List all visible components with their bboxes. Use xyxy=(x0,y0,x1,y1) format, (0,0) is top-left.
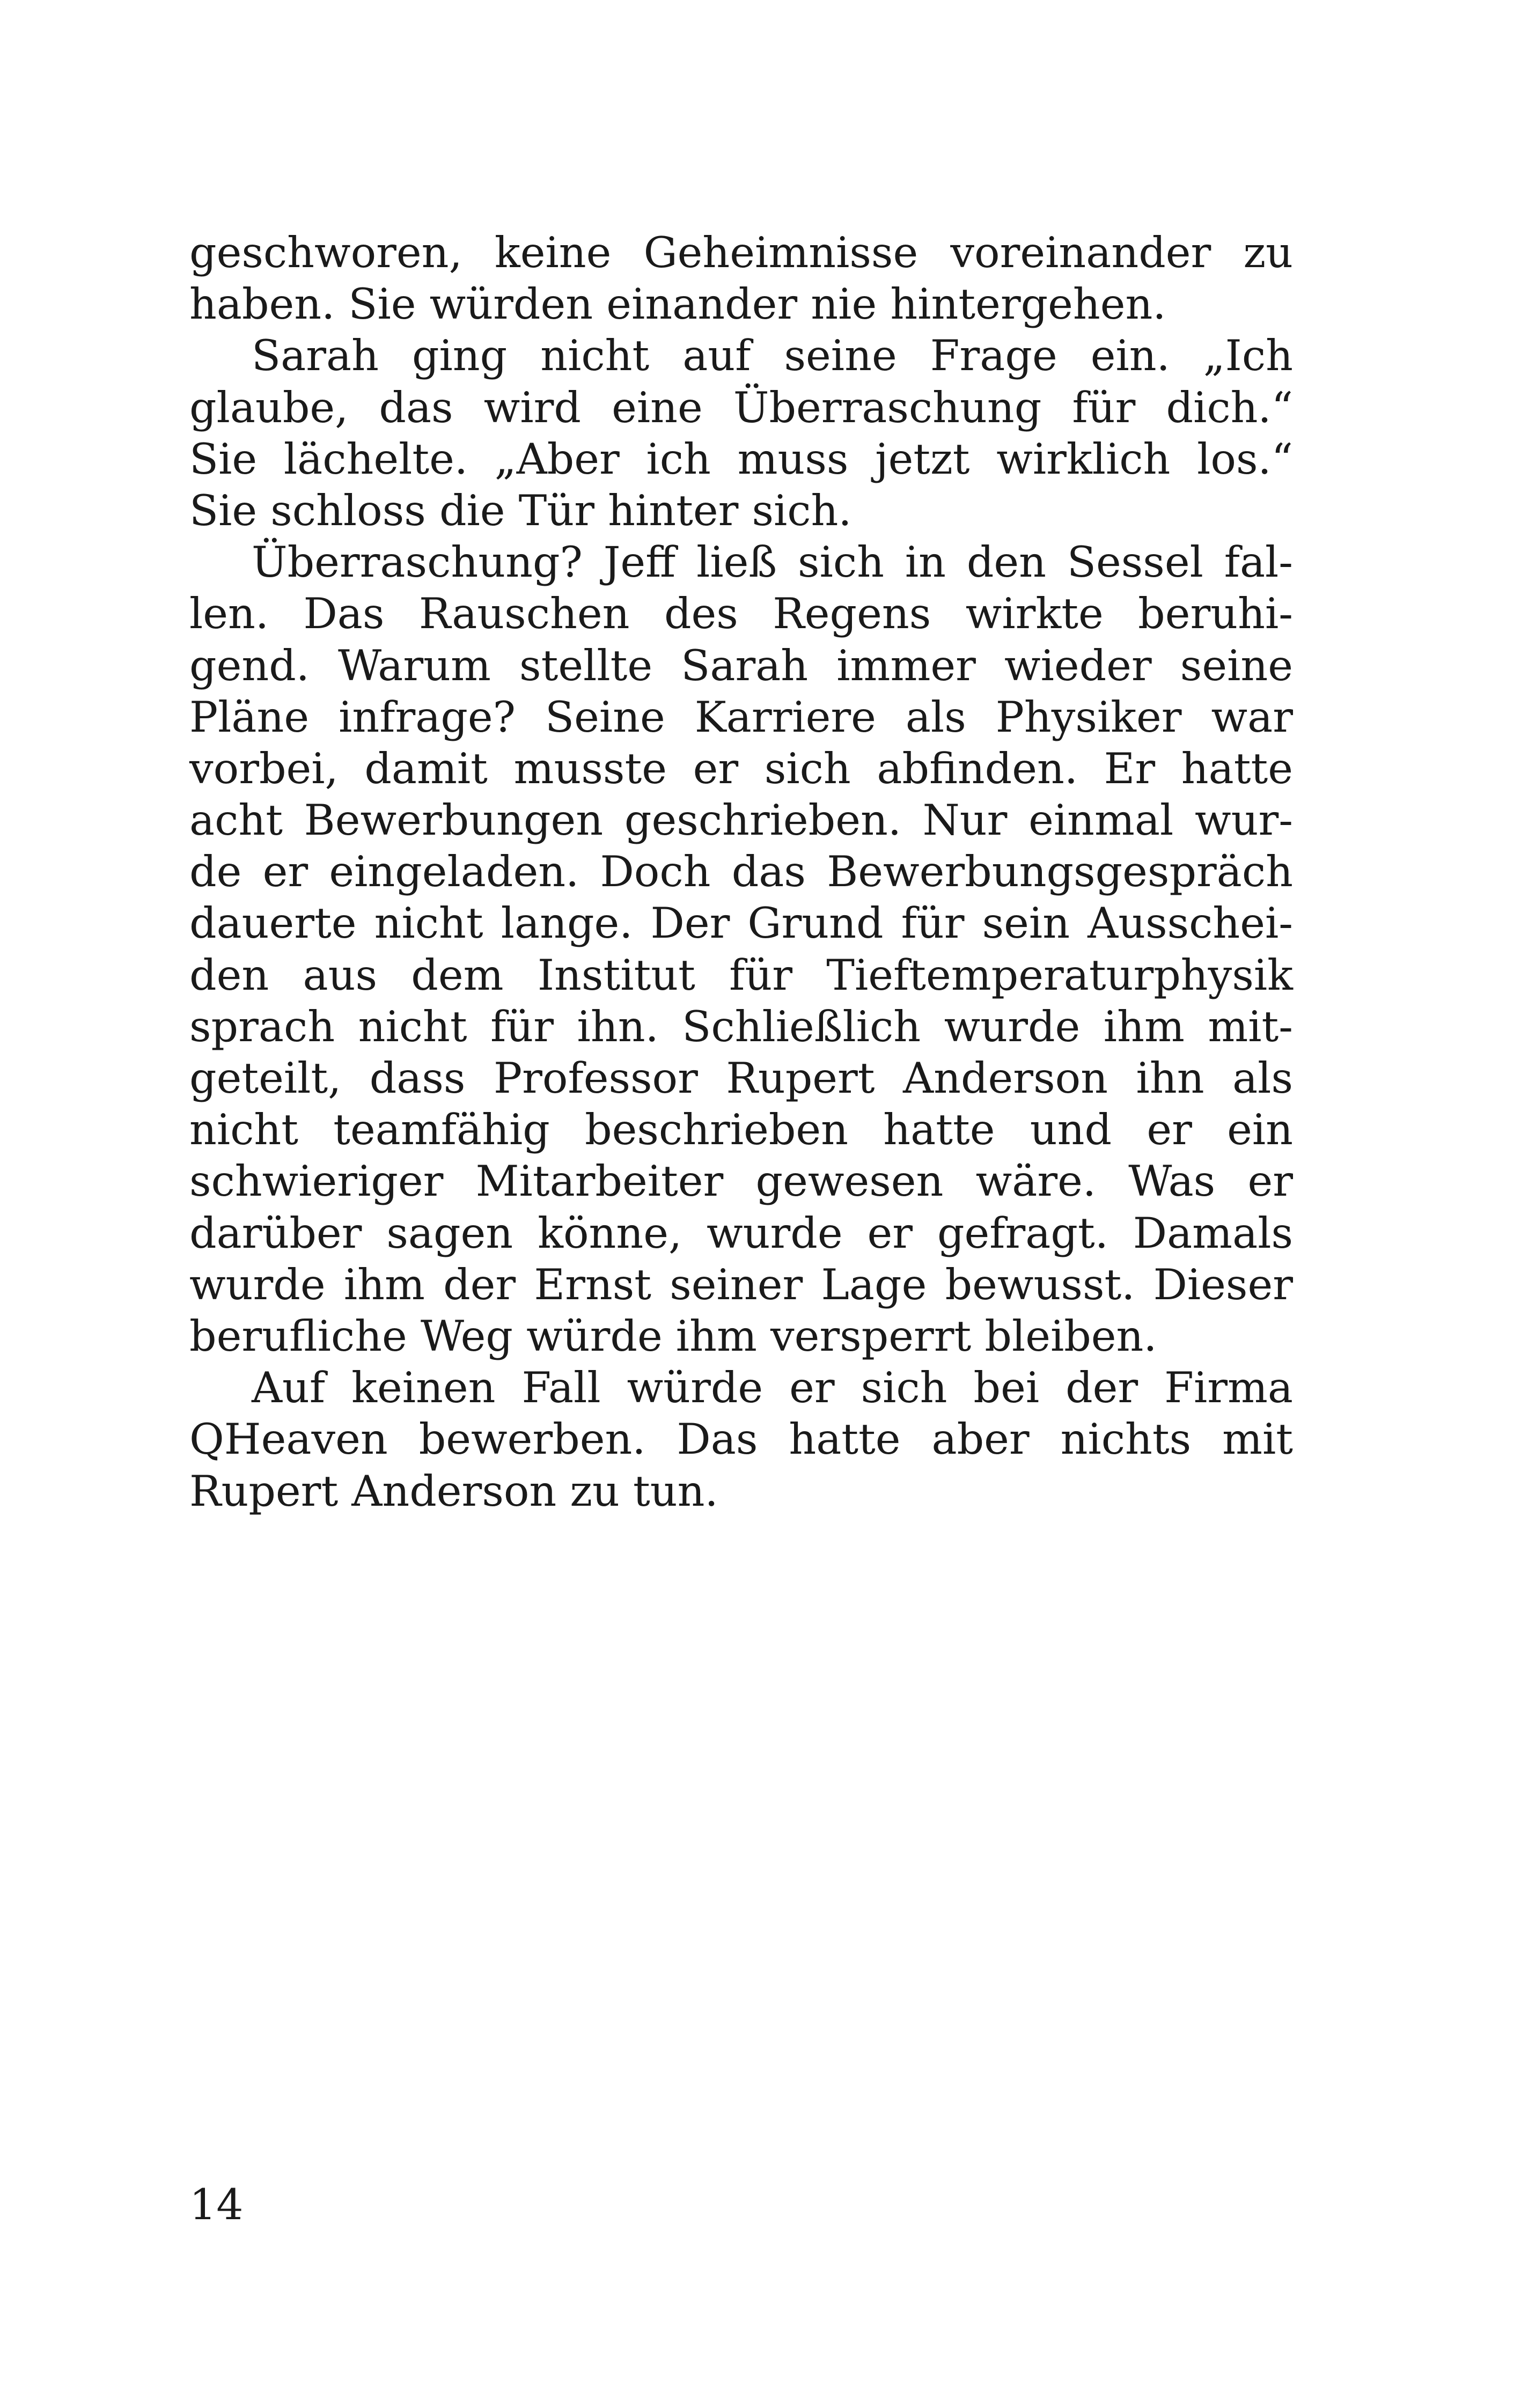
text-line: haben. Sie würden einander nie hintergehen. xyxy=(189,279,1166,329)
text-line: de er eingeladen. Doch das Bewerbungsgespräch xyxy=(189,847,1293,897)
paragraph xyxy=(189,536,1293,1362)
paragraph xyxy=(189,330,1293,536)
page-number: 14 xyxy=(189,2180,244,2229)
text-line: wurde ihm der Ernst seiner Lage bewusst. Dieser xyxy=(189,1260,1293,1309)
text-line: Sie schloss die Tür hinter sich. xyxy=(189,485,852,535)
text-line: sprach nicht für ihn. Schließlich wurde ihm mit- xyxy=(189,1002,1293,1051)
text-line: QHeaven bewerben. Das hatte aber nichts mit xyxy=(189,1415,1293,1464)
text-line: geteilt, dass Professor Rupert Anderson ihn als xyxy=(189,1054,1293,1103)
text-line: glaube, das wird eine Überraschung für dich.“ xyxy=(189,382,1293,432)
text-line: Rupert Anderson zu tun. xyxy=(189,1466,718,1516)
text-line: Sarah ging nicht auf seine Frage ein. „Ich xyxy=(252,331,1293,381)
text-line: schwieriger Mitarbeiter gewesen wäre. Was er xyxy=(189,1157,1293,1206)
text-line: den aus dem Institut für Tieftemperaturphysik xyxy=(189,950,1293,1000)
text-line: Auf keinen Fall würde er sich bei der Firma xyxy=(252,1363,1293,1413)
text-line: acht Bewerbungen geschrieben. Nur einmal wur- xyxy=(189,796,1293,845)
paragraph xyxy=(189,1362,1293,1517)
text-line: dauerte nicht lange. Der Grund für sein Ausschei- xyxy=(189,899,1293,948)
text-line: nicht teamfähig beschrieben hatte und er ein xyxy=(189,1105,1293,1155)
text-line: geschworen, keine Geheimnisse voreinander zu xyxy=(189,228,1293,277)
paragraph xyxy=(189,227,1293,330)
body-text xyxy=(189,227,1293,1517)
text-line: Überraschung? Jeff ließ sich in den Sessel fal- xyxy=(252,537,1293,587)
text-line: darüber sagen könne, wurde er gefragt. Damals xyxy=(189,1208,1293,1258)
text-line: gend. Warum stellte Sarah immer wieder seine xyxy=(189,640,1293,690)
text-line: vorbei, damit musste er sich abfinden. Er hatte xyxy=(189,743,1293,793)
text-line: len. Das Rauschen des Regens wirkte beruhi- xyxy=(189,589,1293,639)
text-line: berufliche Weg würde ihm versperrt bleiben. xyxy=(189,1311,1157,1361)
text-line: Sie lächelte. „Aber ich muss jetzt wirklich los.“ xyxy=(189,434,1293,484)
text-line: Pläne infrage? Seine Karriere als Physiker war xyxy=(189,692,1293,742)
